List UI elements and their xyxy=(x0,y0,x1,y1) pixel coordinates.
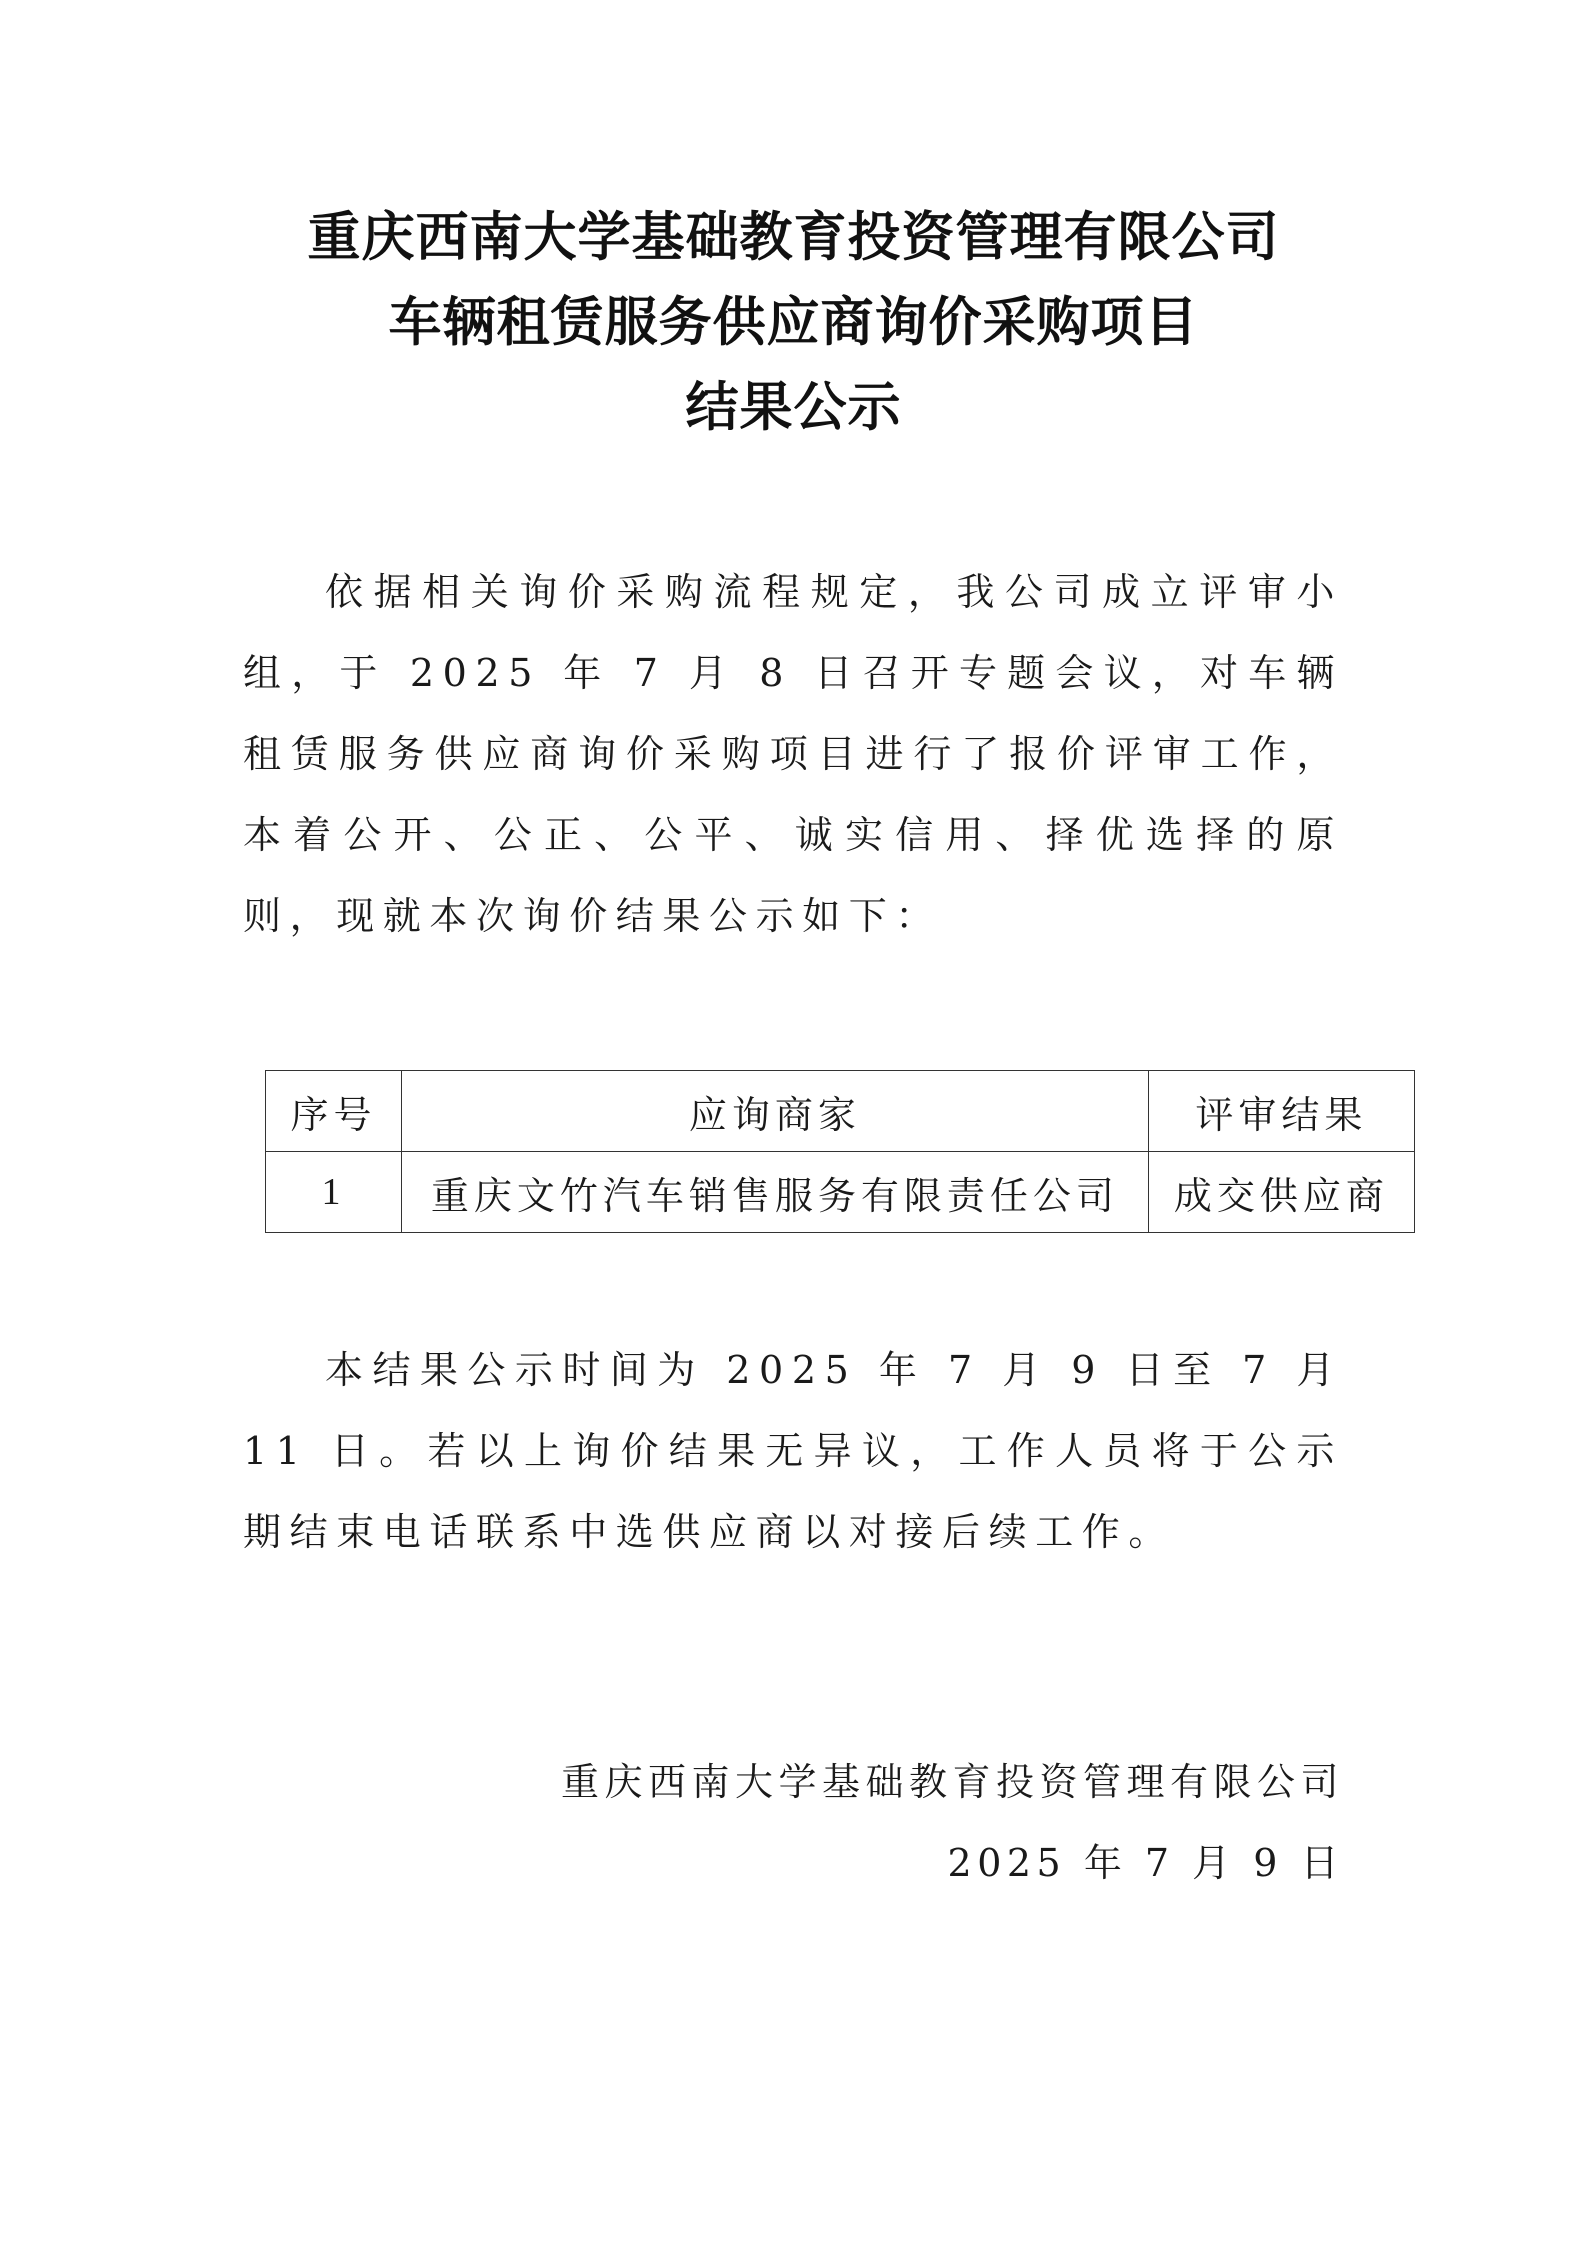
table-row xyxy=(266,1152,1415,1233)
title-line-company: 重庆西南大学基础教育投资管理有限公司 xyxy=(307,206,1280,268)
header-result: 评审结果 xyxy=(1148,1071,1414,1152)
header-index: 序号 xyxy=(266,1071,402,1152)
result-table xyxy=(265,1070,1415,1233)
header-vendor: 应询商家 xyxy=(402,1071,1149,1152)
cell-index: 1 xyxy=(266,1152,402,1233)
title-line-notice: 结果公示 xyxy=(685,376,902,438)
cell-result: 成交供应商 xyxy=(1148,1152,1414,1233)
document-title xyxy=(0,195,1587,450)
signature-organization: 重庆西南大学基础教育投资管理有限公司 xyxy=(560,1760,1344,1804)
closing-paragraph: 本结果公示时间为 2025 年 7 月 9 日至 7 月 11 日。若以上询价结果无异议，工作人员将于公示期结束电话联系中选供应商以对接后续工作。 xyxy=(243,1348,1343,1554)
intro-paragraph: 依据相关询价采购流程规定，我公司成立评审小组，于 2025 年 7 月 8 日召开专题会议，对车辆租赁服务供应商询价采购项目进行了报价评审工作，本着公开、公正、公平、诚实信用、择优选择的原则，现就本次询价结果公示如下： xyxy=(243,570,1343,938)
signature-date: 2025 年 7 月 9 日 xyxy=(947,1841,1344,1885)
cell-vendor: 重庆文竹汽车销售服务有限责任公司 xyxy=(402,1152,1149,1233)
title-line-project: 车辆租赁服务供应商询价采购项目 xyxy=(388,291,1199,353)
table-header-row xyxy=(266,1071,1415,1152)
